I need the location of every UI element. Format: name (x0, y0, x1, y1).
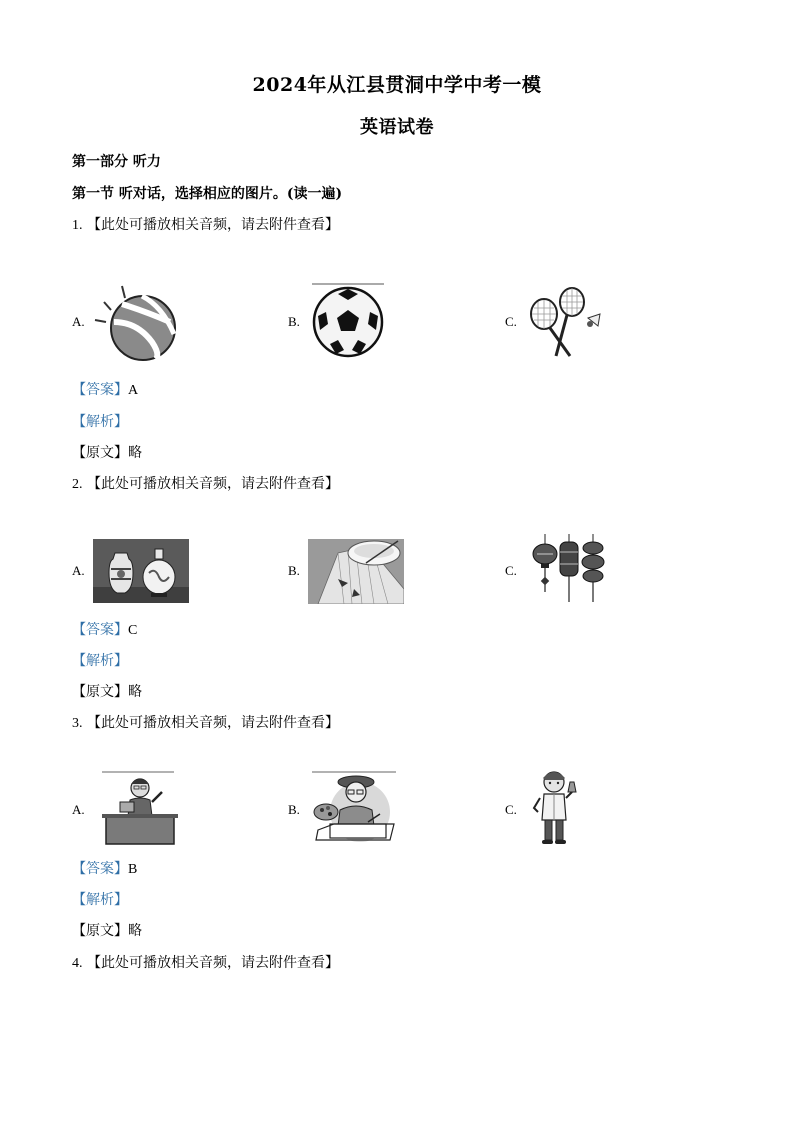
original-label: 【原文】 (72, 684, 128, 700)
analysis-label: 【解析】 (72, 892, 128, 908)
answer-label: 【答案】 (72, 382, 128, 398)
exam-subtitle: 英语试卷 (360, 117, 434, 138)
analysis-line-2 (72, 650, 128, 670)
answer-label: 【答案】 (72, 861, 128, 877)
option-label: C. (505, 802, 517, 817)
artist-painting-image (310, 770, 398, 846)
option-label: C. (505, 314, 517, 329)
porcelain-vases-image (93, 539, 189, 603)
answer-value: A (128, 383, 139, 398)
question-number: 1. (72, 218, 83, 233)
option-label: A. (72, 563, 85, 578)
teacher-image (100, 770, 178, 846)
original-line-2 (72, 681, 142, 701)
analysis-line-3 (72, 889, 128, 909)
question-4 (72, 952, 339, 972)
question-3 (72, 712, 339, 732)
original-line-1 (72, 442, 142, 462)
analysis-line-1 (72, 411, 128, 431)
original-label: 【原文】 (72, 445, 128, 461)
option-label: A. (72, 802, 85, 817)
audio-note[interactable]: 【此处可播放相关音频，请去附件查看】 (86, 955, 339, 971)
answer-line-3 (72, 858, 137, 878)
answer-value: B (128, 862, 138, 877)
badminton-image (522, 284, 604, 362)
question-2 (72, 473, 339, 493)
option-label: B. (288, 563, 300, 578)
answer-value: C (128, 623, 138, 638)
part-heading: 第一部分 听力 (72, 154, 161, 170)
audio-note[interactable]: 【此处可播放相关音频，请去附件查看】 (86, 217, 339, 233)
lanterns-image (528, 534, 608, 606)
exam-title: 2024年从江县贯洞中学中考一模 (252, 74, 542, 96)
answer-label: 【答案】 (72, 622, 128, 638)
section-heading: 第一节 听对话，选择相应的图片。(读一遍) (72, 186, 343, 202)
original-line-3 (72, 920, 142, 940)
option-label: B. (288, 802, 300, 817)
original-value: 略 (128, 923, 142, 939)
audio-note[interactable]: 【此处可播放相关音频，请去附件查看】 (86, 715, 339, 731)
audio-note[interactable]: 【此处可播放相关音频，请去附件查看】 (86, 476, 339, 492)
original-label: 【原文】 (72, 923, 128, 939)
original-value: 略 (128, 684, 142, 700)
analysis-label: 【解析】 (72, 414, 128, 430)
option-label: C. (505, 563, 517, 578)
answer-line-1 (72, 379, 138, 399)
question-1 (72, 214, 339, 234)
volleyball-image (92, 282, 182, 362)
original-value: 略 (128, 445, 142, 461)
option-label: A. (72, 314, 85, 329)
scientist-boy-image (530, 768, 578, 846)
question-number: 3. (72, 716, 83, 731)
option-label: B. (288, 314, 300, 329)
question-number: 2. (72, 477, 83, 492)
answer-line-2 (72, 619, 137, 639)
soccer-ball-image (308, 282, 388, 358)
fan-and-bowl-image (308, 539, 404, 604)
question-number: 4. (72, 956, 83, 971)
analysis-label: 【解析】 (72, 653, 128, 669)
